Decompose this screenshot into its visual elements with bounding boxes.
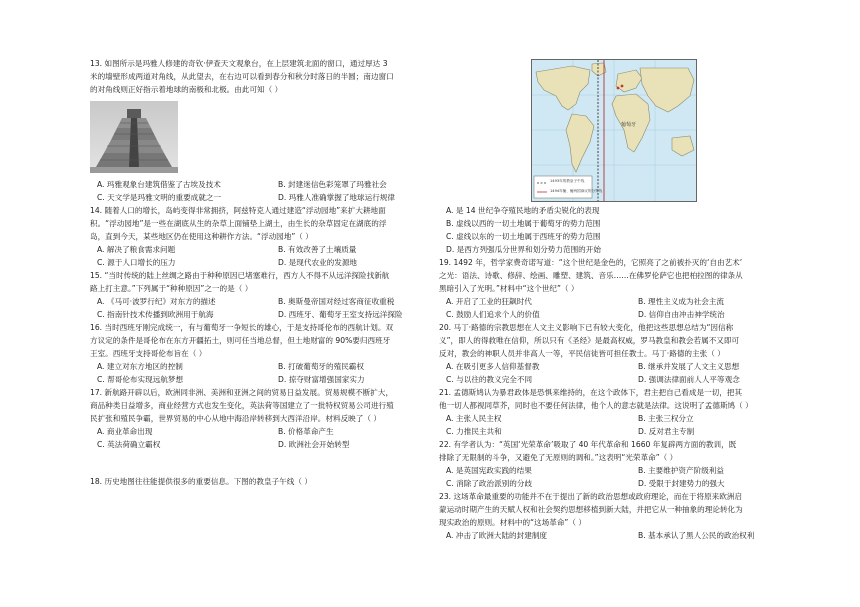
q15-optD: D. 西班牙、葡萄牙王室支持远洋探险: [278, 310, 403, 319]
q19-line2: 之光：语法、诗歌、修辞、绘画、雕塑、建筑、音乐……在佛罗伦萨它也把柏拉图的律条从: [439, 271, 743, 280]
q15-line2: 路上打主意。”下列属于“种种原因”之一的是（ ）: [90, 284, 253, 293]
q13-line3: 的对角线则正好指示着地球的南极和北极。由此可知（ ）: [90, 85, 283, 94]
q20-optA: A. 在吸引更多人信仰基督教: [446, 362, 540, 371]
q17-line2: 商品种类日益增多，商业经营方式也发生变化，英法荷等国建立了一批特权贸易公司进行殖: [90, 401, 394, 410]
q21-optA: A. 主张人民主权: [446, 414, 502, 423]
q21-line2: 他一切人都视同草芥，同时也不要任何法律，他个人的意志就是法律。这说明了孟德斯鸠（ ）: [439, 401, 753, 410]
q23-optA: A. 冲击了欧洲大陆的封建制度: [446, 531, 548, 540]
q16-optB: B. 打破葡萄牙的殖民霸权: [278, 362, 364, 371]
q14-line1: 14. 随着人口的增长，岛屿变得非常拥挤，阿兹特克人通过建造“浮动园地”来扩大耕地面: [90, 206, 386, 215]
q18-optB: B. 虚线以西的一切土地属于葡萄牙的势力范围: [446, 219, 601, 228]
q23-line2: 蒙运动时期产生的天赋人权和社会契约思想移植到新大陆，并把它从一种抽象的理论转化为: [439, 505, 743, 514]
q13-optB: B. 封建迷信色彩笼罩了玛雅社会: [278, 180, 387, 189]
map-label-portugal: 葡萄牙: [621, 122, 637, 128]
q14-line2: 积。“浮动园地”是一些在湖底从生的杂草上面铺垫上湖土，由生长的杂草固定在湖底的浮: [90, 219, 387, 228]
q16-line1: 16. 当时西班牙刚完成统一，有与葡萄牙一争短长的雄心，于是支持哥伦布的西航计划。双: [90, 323, 394, 332]
q20-line3: 反对，教会的神职人员并非高人一等，平民信徒皆可担任教士。马丁·路德的主张（ ）: [439, 349, 725, 358]
world-map: [531, 59, 697, 202]
q15-optA: A. 《马可·波罗行纪》对东方的描述: [97, 297, 216, 306]
pyramid-photo: [90, 101, 178, 173]
q13-line1: 13. 如图所示是玛雅人修建的奇钦·伊查天文观象台，在上层建筑北面的窗口，通过厚达 3: [90, 59, 388, 68]
q15-optB: B. 奥斯曼帝国对经过客商征收重税: [278, 297, 395, 306]
map-legend-item2: 1494年葡、葡两国商议的分界线: [550, 189, 603, 193]
q13-optC: C. 天文学是玛雅文明的重要成就之一: [97, 193, 222, 202]
q22-optC: C. 消除了政治派别的分歧: [446, 479, 533, 488]
q14-optB: B. 有效改善了土壤质量: [278, 245, 357, 254]
q19-line3: 黑暗引入了光明。”材料中“这个世纪”（ ）: [439, 284, 579, 293]
q23-optB: B. 基本承认了黑人公民的政治权利: [638, 531, 755, 540]
q16-optD: D. 掠夺财富增强国家实力: [278, 375, 365, 384]
q13-line2: 米的墙壁形成两道对角线，从此望去，在右边可以看到春分和秋分时落日的半圆；南边窗口: [90, 72, 394, 81]
q14-optA: A. 解决了粮食需求问题: [97, 245, 176, 254]
q16-line3: 王室。西班牙支持哥伦布旨在（ ）: [90, 349, 207, 358]
q16-optA: A. 建立对东方地区的控制: [97, 362, 183, 371]
q22-optD: D. 受限于封建势力的强大: [638, 479, 725, 488]
q17-line3: 民扩张和殖民争霸，世界贸易的中心从地中海沿岸转移到大西洋沿岸。材料反映了（ ）: [90, 414, 381, 423]
q21-line1: 21. 孟德斯鸠认为暴君政体是恐惧来维持的，在这个政体下，君主把自己看成是一切，把其: [439, 388, 743, 397]
q21-optD: D. 反对君主专制: [638, 427, 695, 436]
q18-optD: D. 是西方列强瓜分世界和划分势力范围的开始: [446, 245, 601, 254]
q17-optC: C. 英法荷确立霸权: [97, 440, 161, 449]
q18-optA: A. 是 14 世纪争夺殖民地的矛盾尖锐化的表现: [446, 206, 600, 215]
q16-line2: 方议定的条件是哥伦布在东方开疆拓土，则可任当地总督，但土地财富的 90%要归西班牙: [90, 336, 391, 345]
q19-optA: A. 开启了工业的狂飙时代: [446, 297, 532, 306]
q17-optD: D. 欧洲社会开始转型: [278, 440, 350, 449]
q20-optD: D. 强调法律面前人人平等观念: [638, 375, 740, 384]
q19-optB: B. 理性主义成为社会主流: [638, 297, 724, 306]
q13-optD: D. 玛雅人准确掌握了地球运行规律: [278, 193, 395, 202]
map-legend-item1: 1493年的教皇子午线: [550, 179, 585, 183]
q17-optA: A. 商业革命出现: [97, 427, 153, 436]
q14-optC: C. 源于人口增长的压力: [97, 258, 176, 267]
q23-line3: 现实政治的原则。材料中的“这场革命”（ ）: [439, 518, 586, 527]
q23-line1: 23. 这场革命最重要的功能并不在于提出了新的政治思想或政府理论，而在于将原来欧洲启: [439, 492, 743, 501]
q18-line1: 18. 历史地图往往能提供很多的重要信息。下图的教皇子午线（ ）: [90, 477, 312, 486]
q15-line1: 15. “当时传统的陆上丝绸之路由于种种原因已堵塞难行，西方人不得不从远洋探险找新航: [90, 271, 390, 280]
q20-optC: C. 与以往的教义完全不同: [446, 375, 533, 384]
q19-optC: C. 鼓励人们追求个人的价值: [446, 310, 540, 319]
q20-line1: 20. 马丁·路德的宗教思想在人文主义影响下已有较大变化，他把这些思想总结为“因信称: [439, 323, 734, 332]
q17-line1: 17. 新航路开辟以后，欧洲同非洲、美洲和亚洲之间的贸易日益发展。贸易规模不断扩大，: [90, 388, 394, 397]
q14-optD: D. 是现代农业的发源地: [278, 258, 358, 267]
q22-line1: 22. 有学者认为：“英国‘光荣革命’吸取了 40 年代革命和 1660 年复辟两方面的教训，既: [439, 440, 737, 449]
q16-optC: C. 帮哥伦布实现远航梦想: [97, 375, 184, 384]
q13-optA: A. 玛雅观象台建筑借鉴了古埃及技术: [97, 180, 221, 189]
q14-line3: 岛，直到今天，某些地区仍在使用这种耕作方法。“浮动园地”（ ）: [90, 232, 313, 241]
q19-optD: D. 信仰自由冲击神学统治: [638, 310, 725, 319]
q22-optA: A. 是英国宪政实践的结果: [446, 466, 532, 475]
q22-line2: 排除了无限制的斗争，又避免了无原则的调和。”这表明“光荣革命”（ ）: [439, 453, 678, 462]
q17-optB: B. 价格革命产生: [278, 427, 334, 436]
q15-optC: C. 指南针技术传播到欧洲用于航海: [97, 310, 214, 319]
q18-optC: C. 虚线以东的一切土地属于西班牙的势力范围: [446, 232, 601, 241]
q20-optB: B. 继承并发展了人文主义思想: [638, 362, 740, 371]
q21-optC: C. 力推民主共和: [446, 427, 502, 436]
q20-line2: 义”，即人的得救唯在信仰，所以只有《圣经》是最高权威，罗马教皇和教会若属不又即可: [439, 336, 740, 345]
q22-optB: B. 主要维护资产阶级利益: [638, 466, 724, 475]
q19-line1: 19. 1492 年，哲学家费奇诺写道：“这个世纪是金色的，它照亮了之前被扑灭的‘自由艺术’: [439, 258, 743, 267]
q21-optB: B. 主张三权分立: [638, 414, 694, 423]
